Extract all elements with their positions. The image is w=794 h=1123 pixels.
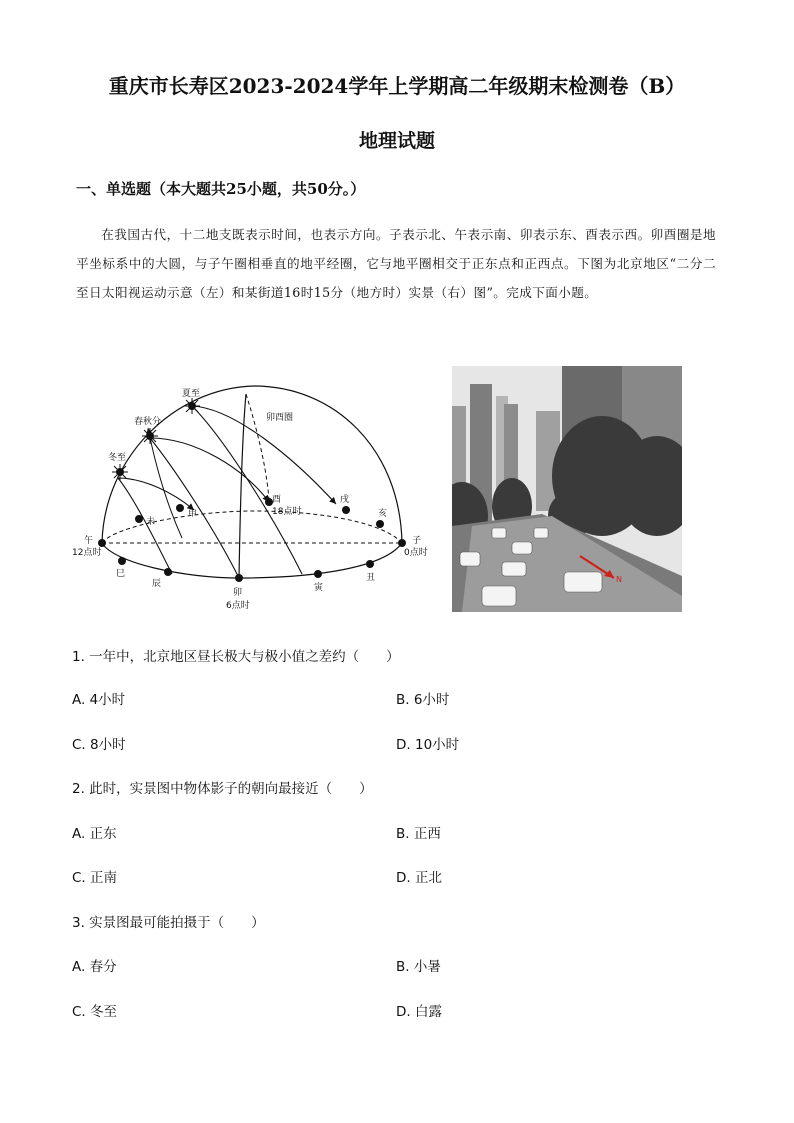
label-shen: 申 [188, 509, 198, 519]
label-yin: 寅 [314, 583, 324, 593]
horizon-back [102, 511, 402, 543]
q1-option-a[interactable]: A. 4小时 [72, 692, 126, 708]
label-xu: 戌 [340, 495, 350, 505]
question-2-stem: 2. 此时，实景图中物体影子的朝向最接近（ ） [72, 781, 373, 797]
intro-paragraph: 在我国古代，十二地支既表示时间，也表示方向。子表示北、午表示南、卯表示东、酉表示西。卯酉圈是地平坐标系中的大圆，与子午圈相垂直的地平经圈，它与地平圈相交于正东点和正西点。下图为北京地区“二分二至日太阳视运动示意（左）和某街道16时15分（地方时）实景（右）图”。完成下面小题。 [76, 227, 716, 300]
q2-option-b[interactable]: B. 正西 [396, 826, 441, 842]
equinox-sun-icon [142, 428, 158, 444]
label-chou: 丑 [366, 573, 376, 583]
label-circle: 卯酉圈 [266, 413, 294, 423]
summer-sun-icon [184, 398, 200, 414]
page-subtitle: 地理试题 [358, 130, 435, 152]
label-winter: 冬至 [108, 453, 127, 463]
label-you: 酉 [272, 495, 282, 505]
north-arrow-label: N [616, 575, 622, 584]
q1-option-b[interactable]: B. 6小时 [396, 692, 450, 708]
label-hai: 亥 [378, 509, 388, 519]
question-1-stem: 1. 一年中，北京地区昼长极大与极小值之差约（ ） [72, 649, 400, 665]
q2-option-d[interactable]: D. 正北 [396, 870, 442, 886]
question-3-stem: 3. 实景图最可能拍摄于（ ） [72, 915, 265, 931]
q1-option-d[interactable]: D. 10小时 [396, 737, 460, 753]
label-chen: 辰 [152, 579, 162, 589]
label-zi: 子 [412, 536, 422, 546]
label-equinox: 春秋分 [134, 417, 162, 427]
street-photo [452, 366, 682, 612]
label-mao-time: 6点时 [226, 601, 250, 611]
label-zi-time: 0点时 [404, 548, 428, 558]
equinox-path [150, 438, 269, 578]
q3-option-c[interactable]: C. 冬至 [72, 1004, 118, 1020]
prime-vertical [239, 394, 246, 578]
summer-path [192, 406, 336, 574]
prime-vertical-back [246, 394, 269, 502]
section-heading: 一、单选题（本大题共25小题，共50分。） [76, 180, 366, 198]
label-summer: 夏至 [182, 389, 201, 399]
sun-motion-diagram [64, 378, 438, 616]
q3-option-b[interactable]: B. 小暑 [396, 959, 441, 975]
label-mao: 卯 [233, 588, 243, 598]
label-wu: 午 [84, 536, 94, 546]
q3-option-a[interactable]: A. 春分 [72, 959, 117, 975]
label-you-time: 18点时 [272, 507, 302, 517]
label-wei: 未 [146, 517, 156, 527]
label-wu-time: 12点时 [72, 548, 102, 558]
q1-option-c[interactable]: C. 8小时 [72, 737, 126, 753]
horizon-front [102, 543, 402, 578]
q2-option-a[interactable]: A. 正东 [72, 826, 117, 842]
winter-sun-icon [112, 464, 128, 480]
label-si: 巳 [116, 569, 126, 579]
q2-option-c[interactable]: C. 正南 [72, 870, 118, 886]
q3-option-d[interactable]: D. 白露 [396, 1004, 442, 1020]
winter-path [118, 478, 194, 574]
page-title: 重庆市长寿区2023-2024学年上学期高二年级期末检测卷（B） [108, 74, 686, 98]
